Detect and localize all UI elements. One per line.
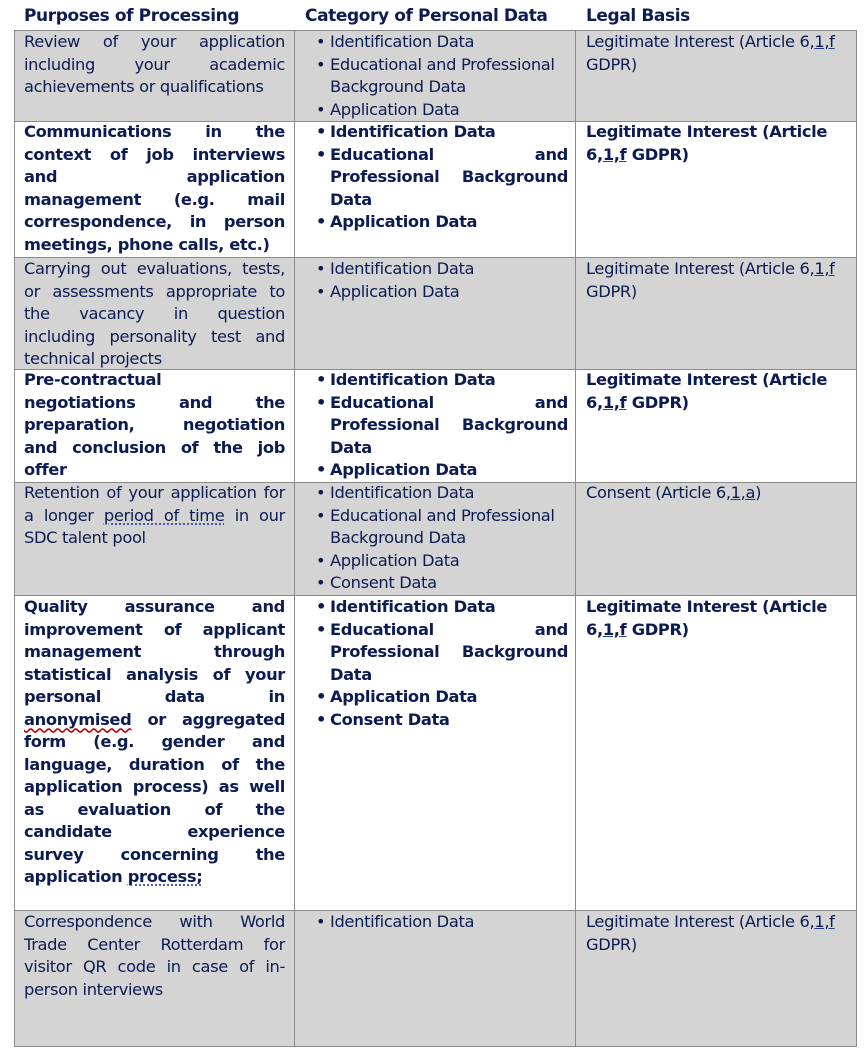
category-cell: [316, 121, 568, 234]
list-item: • Identification Data: [316, 596, 568, 619]
list-item: • Application Data: [316, 211, 568, 234]
list-item: • Application Data: [316, 281, 568, 304]
grid-line: [575, 30, 576, 1047]
header-category: Category of Personal Data: [305, 6, 548, 26]
purpose-cell: Correspondence with World Trade Center Rotterdam for visitor QR code in case of in- person interviews: [24, 912, 285, 999]
list-item: • Identification Data: [316, 31, 568, 54]
purpose-cell: Review of your application including your academic achievements or qualifications: [24, 32, 285, 96]
list-item: • Consent Data: [316, 572, 568, 595]
category-cell: [316, 31, 568, 121]
list-item: • Identification Data: [316, 911, 568, 934]
legal-cell: Legitimate Interest (Article 6,1,f GDPR): [586, 597, 828, 639]
list-item: • Application Data: [316, 99, 568, 122]
header-legal-basis: Legal Basis: [586, 6, 690, 26]
list-item: • Identification Data: [316, 258, 568, 281]
list-item: • Educational and Professional Background Data: [316, 144, 568, 212]
list-item: • Identification Data: [316, 369, 568, 392]
grid-line: [294, 30, 295, 1047]
purpose-cell: Retention of your application for a longer period of time in our SDC talent pool: [24, 483, 285, 547]
purpose-cell: Communications in the context of job interviews and application management (e.g. mail correspondence, in person meetings, phone calls, etc.): [24, 122, 285, 254]
category-cell: [316, 482, 568, 595]
list-item: • Educational and Professional Background Data: [316, 392, 568, 460]
legal-cell: Legitimate Interest (Article 6,1,f GDPR): [586, 259, 835, 301]
legal-cell: Consent (Article 6,1,a): [586, 483, 762, 502]
list-item: • Educational and Professional Background Data: [316, 505, 568, 550]
header-purposes: Purposes of Processing: [24, 6, 240, 26]
list-item: • Consent Data: [316, 709, 568, 732]
list-item: • Application Data: [316, 686, 568, 709]
list-item: • Application Data: [316, 459, 568, 482]
purpose-cell: Pre-contractual negotiations and the preparation, negotiation and conclusion of the job offer: [24, 370, 285, 479]
list-item: • Identification Data: [316, 482, 568, 505]
legal-cell: Legitimate Interest (Article 6,1,f GDPR): [586, 122, 828, 164]
grid-line: [14, 1046, 857, 1047]
grid-line: [856, 30, 857, 1047]
list-item: • Application Data: [316, 550, 568, 573]
purpose-cell: Quality assurance and improvement of applicant management through statistical analysis of your personal data in anonymised or aggregated form (e.g. gender and language, duration of the application process) as well as evaluation of the candidate experience survey concerning the application process;: [24, 597, 285, 886]
list-item: • Identification Data: [316, 121, 568, 144]
purpose-cell: Carrying out evaluations, tests, or assessments appropriate to the vacancy in question including personality test and technical projects: [24, 259, 285, 368]
list-item: • Educational and Professional Background Data: [316, 619, 568, 687]
category-cell: [316, 369, 568, 482]
category-cell: [316, 911, 568, 934]
category-cell: [316, 258, 568, 303]
grid-line: [14, 30, 15, 1047]
legal-cell: Legitimate Interest (Article 6,1,f GDPR): [586, 32, 835, 74]
category-cell: [316, 596, 568, 731]
legal-cell: Legitimate Interest (Article 6,1,f GDPR): [586, 370, 828, 412]
list-item: • Educational and Professional Background Data: [316, 54, 568, 99]
legal-cell: Legitimate Interest (Article 6,1,f GDPR): [586, 912, 835, 954]
